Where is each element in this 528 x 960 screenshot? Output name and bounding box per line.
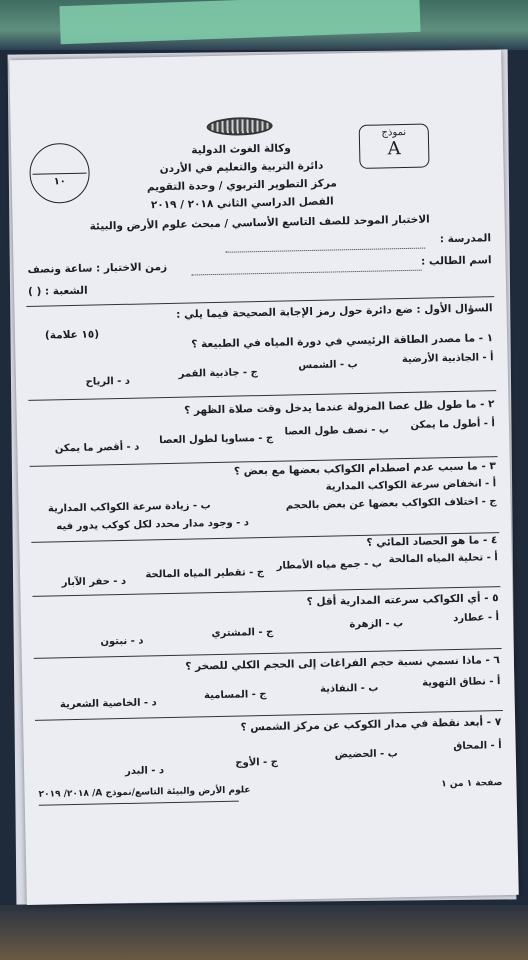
q1-option-b[interactable]: ب - الشمس bbox=[298, 359, 358, 372]
q1-option-d[interactable]: د - الرياح bbox=[85, 375, 131, 388]
q4-option-a[interactable]: أ - تحلية المياه المالحة bbox=[388, 552, 498, 566]
center-name: مركز التطوير التربوي / وحدة التقويم bbox=[146, 177, 337, 194]
section-marks: (١٥ علامة) bbox=[44, 328, 100, 342]
exam-title: الاختبار الموحد للصف التاسع الأساسي / مبحث علوم الأرض والبيئة bbox=[89, 213, 430, 233]
q3-option-b[interactable]: ب - زيادة سرعة الكواكب المدارية bbox=[47, 500, 211, 515]
question-2: ٢ - ما طول ظل عصا المزولة عندما يدخل وقت صلاة الظهر ؟ bbox=[184, 398, 495, 417]
score-divider bbox=[33, 173, 87, 175]
section-title: السؤال الأول : ضع دائرة حول رمز الإجابة الصحيحة فيما يلي : bbox=[176, 302, 493, 321]
q7-option-b[interactable]: ب - الحضيض bbox=[334, 748, 398, 761]
background-table bbox=[0, 905, 528, 960]
q6-option-a[interactable]: أ - نطاق التهوية bbox=[422, 676, 501, 689]
question-4: ٤ - ما هو الحصاد المائي ؟ bbox=[366, 534, 498, 549]
q7-option-a[interactable]: أ - المحاق bbox=[453, 740, 502, 753]
q3-option-c[interactable]: ج - اختلاف الكواكب بعضها عن بعض بالحجم bbox=[285, 496, 497, 512]
q6-option-b[interactable]: ب - النفاذية bbox=[319, 682, 379, 695]
question-5: ٥ - أي الكواكب سرعته المدارية أقل ؟ bbox=[306, 592, 499, 609]
question-6: ٦ - ماذا نسمي نسبة حجم الفراغات إلى الحجم الكلي للصخر ؟ bbox=[185, 654, 501, 673]
question-3: ٣ - ما سبب عدم اصطدام الكواكب بعضها مع بعض ؟ bbox=[233, 460, 496, 478]
model-box bbox=[359, 123, 430, 168]
department-name: دائرة التربية والتعليم في الأردن bbox=[159, 159, 324, 176]
q2-option-c[interactable]: ج - مساويا لطول العصا bbox=[159, 432, 274, 447]
q2-option-b[interactable]: ب - نصف طول العصا bbox=[284, 424, 390, 438]
page-number: صفحة ١ من ١ bbox=[441, 778, 503, 790]
section-label: الشعبة : ( ) bbox=[27, 284, 88, 298]
q7-option-c[interactable]: ج - الأوج bbox=[235, 756, 279, 769]
footer-divider bbox=[39, 801, 239, 806]
school-label: المدرسة : bbox=[439, 232, 492, 246]
question-7: ٧ - أبعد نقطة في مدار الكوكب عن مركز الشمس ؟ bbox=[240, 716, 502, 734]
q2-option-d[interactable]: د - أقصر ما يمكن bbox=[54, 441, 140, 455]
time-label: زمن الاختبار : ساعة ونصف bbox=[27, 260, 168, 276]
agency-logo-icon bbox=[206, 117, 272, 136]
q2-option-a[interactable]: أ - أطول ما يمكن bbox=[410, 418, 496, 431]
q3-option-d[interactable]: د - وجود مدار محدد لكل كوكب يدور فيه bbox=[56, 517, 250, 533]
q6-option-c[interactable]: ج - المسامية bbox=[203, 688, 267, 702]
q4-option-c[interactable]: ج - تقطير المياه المالحة bbox=[145, 567, 265, 581]
model-label: نموذج bbox=[381, 126, 407, 139]
q1-option-c[interactable]: ج - جاذبية القمر bbox=[178, 367, 258, 380]
school-field[interactable] bbox=[225, 248, 425, 253]
exam-paper bbox=[9, 50, 519, 905]
q5-option-a[interactable]: أ - عطارد bbox=[453, 612, 500, 625]
q7-option-d[interactable]: د - البدر bbox=[124, 765, 165, 777]
q4-option-d[interactable]: د - حفر الآبار bbox=[61, 575, 127, 589]
question-1: ١ - ما مصدر الطاقة الرئيسي في دورة المياه في الطبيعة ؟ bbox=[191, 332, 494, 351]
semester: الفصل الدراسي الثاني ٢٠١٨ / ٢٠١٩ bbox=[150, 195, 334, 212]
score-circle bbox=[29, 143, 90, 204]
model-letter: A bbox=[387, 138, 401, 160]
q6-option-d[interactable]: د - الخاصية الشعرية bbox=[59, 697, 157, 711]
q5-option-b[interactable]: ب - الزهرة bbox=[349, 618, 404, 631]
score-total: ١٠ bbox=[53, 176, 66, 188]
q4-option-b[interactable]: ب - جمع مياه الأمطار bbox=[276, 558, 382, 572]
student-field[interactable] bbox=[192, 270, 422, 276]
q1-option-a[interactable]: أ - الجاذبية الأرضية bbox=[401, 352, 494, 366]
student-label: اسم الطالب : bbox=[420, 254, 492, 268]
q3-option-a[interactable]: أ - انخفاض سرعة الكواكب المدارية bbox=[325, 478, 497, 493]
q5-option-c[interactable]: ج - المشتري bbox=[211, 626, 274, 640]
q5-option-d[interactable]: د - نبتون bbox=[100, 635, 144, 648]
agency-name: وكالة الغوث الدولية bbox=[191, 142, 292, 157]
footer-course: علوم الأرض والبيئة التاسع/نموذج A/ ٢٠١٨/ ٢٠١٩ bbox=[38, 785, 251, 800]
